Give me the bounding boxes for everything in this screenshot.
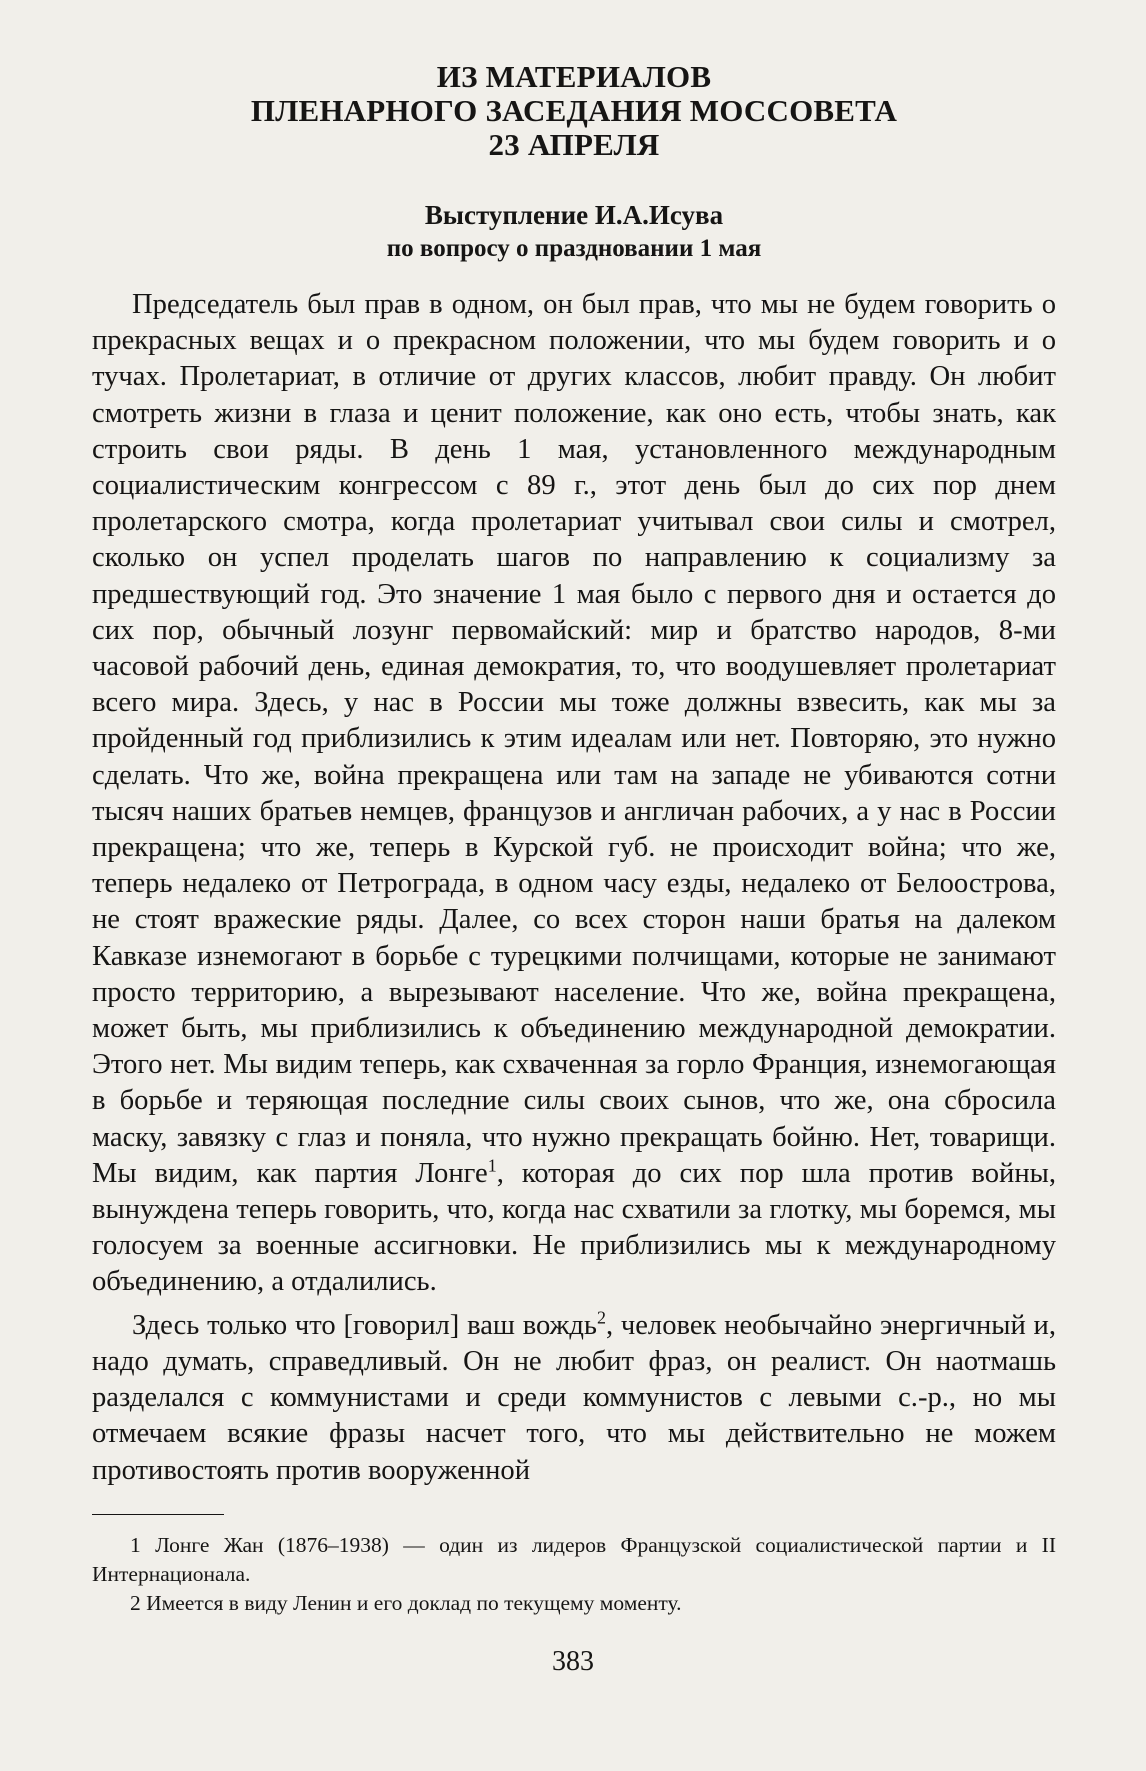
subtitle-line-2: по вопросу о праздновании 1 мая <box>386 235 762 262</box>
footnote-1: 1 Лонге Жан (1876–1938) — один из лидеров Французской социалистической партии и II Интернационала. <box>92 1532 1056 1586</box>
page-number: 383 <box>552 1646 594 1677</box>
title-line-3: 23 АПРЕЛЯ <box>488 127 660 162</box>
footnote-ref-1: 1 <box>487 1155 497 1176</box>
paragraph-2-text-a: Здесь только что [говорил] ваш вождь <box>132 1309 597 1341</box>
title-line-1: ИЗ МАТЕРИАЛОВ <box>436 59 712 94</box>
paragraph-1-text-a: Председатель был прав в одном, он был прав, что мы не будем говорить о прекрасных вещах и о прекрасном положении, что мы будем говорить и о тучах. Пролетариат, в отличие от других классов, любит правду. Он любит смотреть жизни в глаза и ценит положение, как оно есть, чтобы знать, как строить свои ряды. В день 1 мая, установленного международным социалистическим конгрессом с 89 г., этот день был до сих пор днем пролетарского смотра, когда пролетариат учитывал свои силы и смотрел, сколько он успел проделать шагов по направлению к социализму за предшествующий год. Это значение 1 мая было с первого дня и остается до сих пор, обычный лозунг первомайский: мир и братство народов, 8-ми часовой рабочий день, единая демократия, то, что воодушевляет пролетариат всего мира. Здесь, у нас в России мы тоже должны взвесить, как мы за пройденный год приблизились к этим идеалам или нет. Повторяю, это нужно сделать. Что же, война прекращена или там на западе не убиваются сотни тысяч наших братьев немцев, французов и англичан рабочих, а у нас в России прекращена; что же, теперь в Курской губ. не происходит война; что же, теперь недалеко от Петрограда, в одном часу езды, недалеко от Белоострова, не стоят вражеские ряды. Далее, со всех сторон наши братья на далеком Кавказе изнемогают в борьбе с турецкими полчищами, которые не занимают просто территорию, а вырезывают население. Что же, война прекращена, может быть, мы приблизились к объединению международной демократии. Этого нет. Мы видим теперь, как схваченная за горло Франция, изнемогающая в борьбе и теряющая последние силы своих сынов, что же, она сбросила маску, завязку с глаз и поняла, что нужно прекращать бойню. Нет, товарищи. Мы видим, как партия Лонге <box>92 289 1056 1189</box>
paragraph-1-text-b: , которая до сих пор шла против войны, вынуждена теперь говорить, что, когда нас схватили за глотку, мы боремся, мы голосуем за военные ассигновки. Не приблизились мы к международному объединению, а отдалились. <box>92 1157 1057 1298</box>
body-text <box>92 287 1056 1489</box>
paragraph-2-text-b: , человек необычайно энергичный и, надо думать, справедливый. Он не любит фраз, он реалист. Он наотмашь разделался с коммунистами и среди коммунистов с левыми с.-р., но мы отмечаем всякие фразы насчет того, что мы действительно не можем противостоять против вооруженной <box>92 1309 1056 1486</box>
document-title <box>92 60 1056 162</box>
paragraph-2 <box>92 1308 1056 1489</box>
footnote-2: 2 Имеется в виду Ленин и его доклад по текущему моменту. <box>130 1590 682 1615</box>
footnotes <box>92 1531 1056 1618</box>
paragraph-1 <box>92 287 1056 1301</box>
footnote-ref-2: 2 <box>596 1307 606 1328</box>
subtitle-line-1: Выступление И.А.Исува <box>424 200 724 230</box>
footnote-divider <box>92 1514 224 1515</box>
title-line-2: ПЛЕНАРНОГО ЗАСЕДАНИЯ МОССОВЕТА <box>250 93 898 128</box>
speech-heading <box>92 199 1056 265</box>
